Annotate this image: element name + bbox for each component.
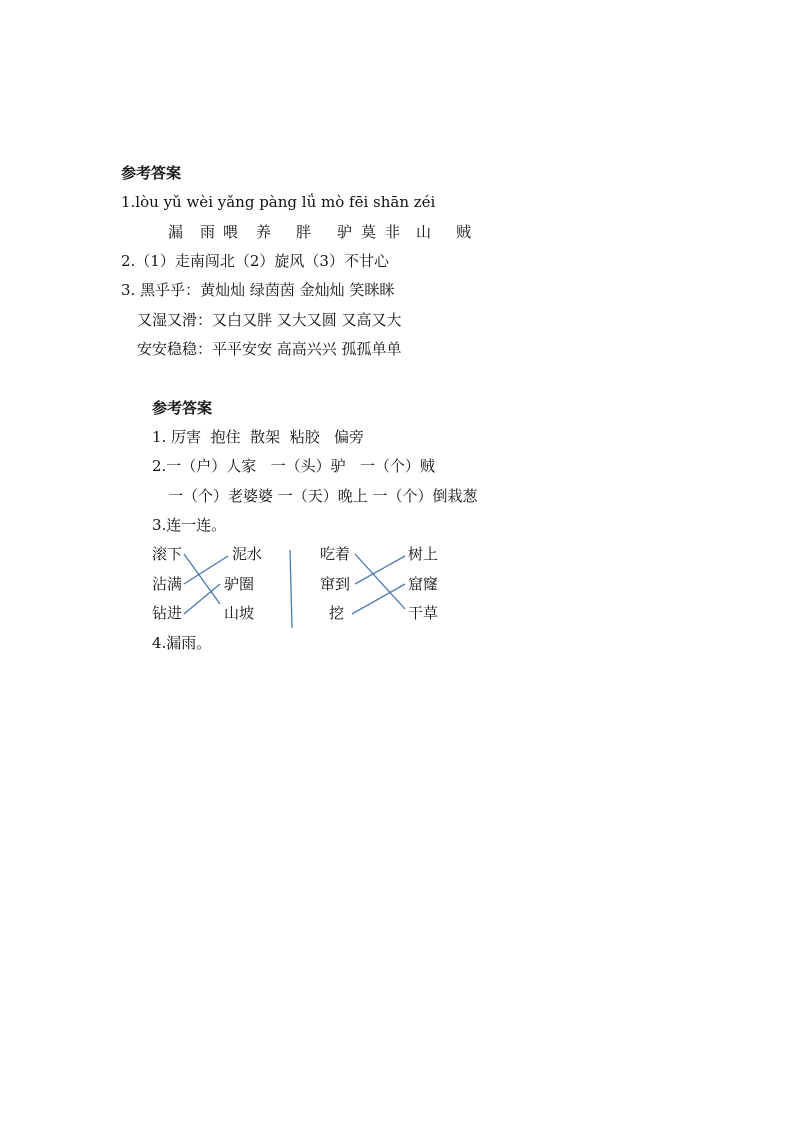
match-line [355, 556, 405, 584]
match-left-word: 钻进 [152, 604, 183, 622]
divider-line [290, 550, 292, 628]
match-left-word: 滚下 [152, 545, 183, 563]
match-left-word: 沾满 [152, 575, 183, 593]
match-right-word: 驴圈 [224, 575, 255, 593]
q1-char: 贼 [456, 223, 472, 241]
section2-heading: 参考答案 [152, 399, 213, 417]
s2-q2-line2: 一（个）老婆婆 一（天）晚上 一（个）倒栽葱 [168, 487, 478, 505]
q1-char: 山 [416, 223, 432, 241]
match-right-word: 泥水 [232, 545, 263, 563]
match-right-word: 树上 [408, 545, 439, 563]
match-right-word: 山坡 [224, 604, 255, 622]
section1-heading: 参考答案 [121, 164, 182, 182]
s2-q4: 4.漏雨。 [152, 634, 212, 652]
s2-q1: 1. 厉害 抱住 散架 粘胶 偏旁 [152, 428, 364, 446]
match-left-word: 挖 [329, 604, 345, 622]
q1-char: 非 [385, 223, 401, 241]
q1-char: 莫 [361, 223, 377, 241]
q1-char: 驴 [337, 223, 353, 241]
match-line [352, 584, 405, 614]
match-line [355, 554, 405, 609]
q3-line1: 3. 黑乎乎：黄灿灿 绿茵茵 金灿灿 笑眯眯 [121, 281, 395, 299]
s2-q3-title: 3.连一连。 [152, 516, 227, 534]
q2-answer: 2.（1）走南闯北（2）旋风（3）不甘心 [121, 252, 389, 270]
q1-char: 漏 [168, 223, 184, 241]
match-line [184, 554, 220, 604]
match-line [184, 556, 228, 584]
match-left-word: 吃着 [320, 545, 351, 563]
q1-char: 喂 [223, 223, 239, 241]
q1-char: 养 [256, 223, 272, 241]
q1-char: 胖 [296, 223, 312, 241]
s2-q2-line1: 2.一（户）人家 一（头）驴 一（个）贼 [152, 457, 435, 475]
match-line [184, 584, 220, 614]
q3-line2: 又湿又滑：又白又胖 又大又圆 又高又大 [137, 311, 402, 329]
match-right-word: 干草 [408, 604, 439, 622]
q1-pinyin: 1.lòu yǔ wèi yǎng pàng lǘ mò fēi shān zéi [121, 193, 436, 211]
q1-char: 雨 [200, 223, 216, 241]
match-left-word: 窜到 [320, 575, 351, 593]
q3-line3: 安安稳稳：平平安安 高高兴兴 孤孤单单 [137, 340, 402, 358]
match-right-word: 窟窿 [408, 575, 439, 593]
